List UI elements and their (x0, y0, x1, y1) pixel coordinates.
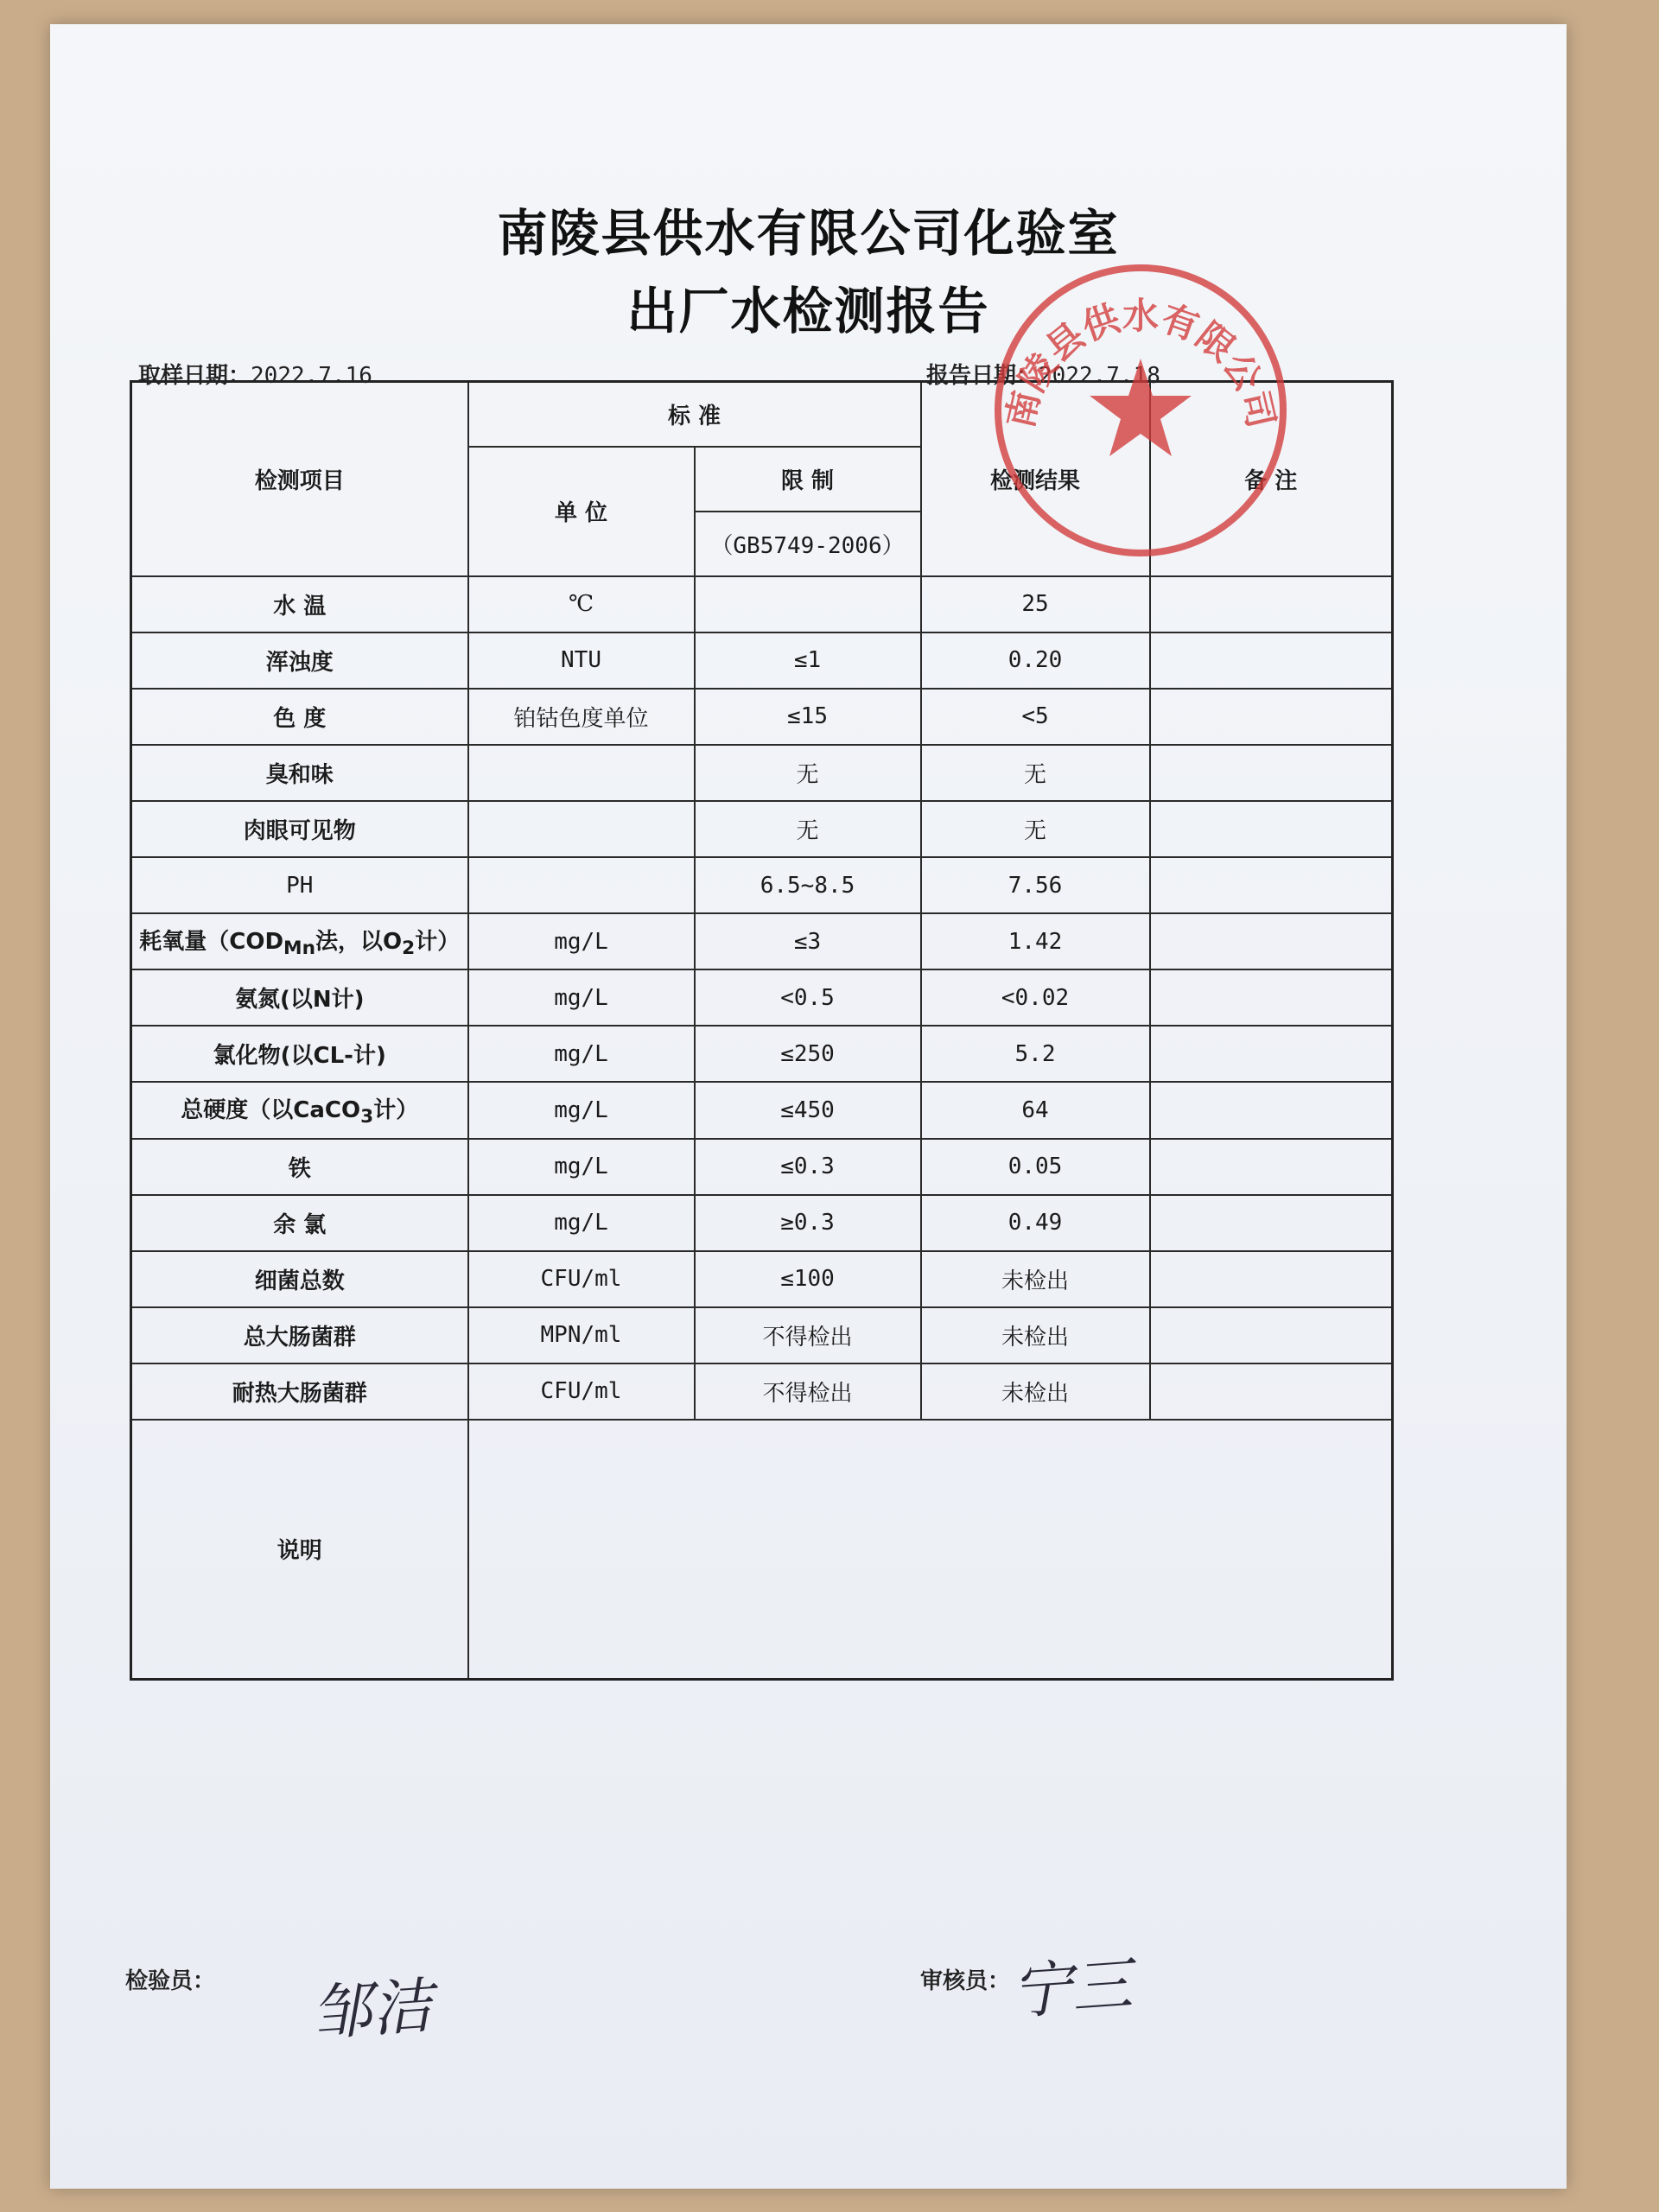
report-title-line2: 出厂水检测报告 (626, 282, 990, 340)
row-remark (1150, 1363, 1393, 1420)
row-result: 未检出 (921, 1363, 1150, 1420)
cod-sub-2: 2 (402, 938, 416, 960)
row-limit: 6.5~8.5 (695, 857, 921, 913)
row-unit: mg/L (468, 1026, 695, 1082)
row-unit: mg/L (468, 1139, 695, 1195)
header-item: 检测项目 (131, 382, 468, 576)
header-standard: 标 准 (468, 382, 921, 447)
row-result: 7.56 (921, 857, 1150, 913)
table-row (131, 1082, 1393, 1138)
row-limit: ≤1 (695, 632, 921, 689)
table-row (131, 689, 1393, 745)
row-remark (1150, 745, 1393, 801)
row-result: 0.49 (921, 1195, 1150, 1251)
table-row (131, 745, 1393, 801)
row-item-cod (131, 913, 468, 969)
row-item: 浑浊度 (131, 632, 468, 689)
row-result: 无 (921, 745, 1150, 801)
table-row (131, 1139, 1393, 1195)
row-remark (1150, 1251, 1393, 1307)
cod-label-a: 耗氧量（COD (139, 929, 284, 956)
row-unit: ℃ (468, 576, 695, 632)
table-row (131, 969, 1393, 1026)
row-item: 氯化物(以CL-计) (131, 1026, 468, 1082)
header-limit: 限 制 (695, 447, 921, 512)
inspector-label: 检验员： (125, 1968, 216, 1994)
hardness-label-b: 计） (373, 1097, 419, 1124)
row-item: 色 度 (131, 689, 468, 745)
row-result: 1.42 (921, 913, 1150, 969)
row-limit: ≤0.3 (695, 1139, 921, 1195)
header-result: 检测结果 (921, 382, 1150, 576)
table-row (131, 857, 1393, 913)
row-unit: 铂钴色度单位 (468, 689, 695, 745)
row-item: 水 温 (131, 576, 468, 632)
row-unit (468, 857, 695, 913)
hardness-sub-3: 3 (360, 1106, 374, 1128)
row-unit: CFU/ml (468, 1251, 695, 1307)
note-content (468, 1420, 1393, 1680)
row-remark (1150, 857, 1393, 913)
row-limit: <0.5 (695, 969, 921, 1026)
seal-text: 南陵县供水有限公司 (998, 295, 1283, 432)
note-row (131, 1420, 1393, 1680)
row-unit: mg/L (468, 1082, 695, 1138)
row-result: <5 (921, 689, 1150, 745)
row-limit: ≤250 (695, 1026, 921, 1082)
row-result: 25 (921, 576, 1150, 632)
row-remark (1150, 1307, 1393, 1363)
table-row (131, 1195, 1393, 1251)
row-limit: 不得检出 (695, 1307, 921, 1363)
cod-label-c: 计） (415, 929, 461, 956)
reviewer-signature: 宁三 (1008, 1948, 1135, 2028)
row-item: 细菌总数 (131, 1251, 468, 1307)
company-seal (981, 251, 1300, 570)
row-limit: ≤100 (695, 1251, 921, 1307)
row-unit (468, 745, 695, 801)
row-item: 总大肠菌群 (131, 1307, 468, 1363)
table-row (131, 801, 1393, 857)
hardness-label-a: 总硬度（以CaCO (181, 1097, 361, 1124)
report-date-label: 报告日期： (926, 363, 1039, 389)
header-unit: 单 位 (468, 447, 695, 576)
table-row (131, 1363, 1393, 1420)
row-remark (1150, 1026, 1393, 1082)
row-remark (1150, 1195, 1393, 1251)
row-limit: 不得检出 (695, 1363, 921, 1420)
row-remark (1150, 632, 1393, 689)
row-result: 5.2 (921, 1026, 1150, 1082)
table-row (131, 1251, 1393, 1307)
table-row (131, 1026, 1393, 1082)
row-item: 余 氯 (131, 1195, 468, 1251)
table-row (131, 576, 1393, 632)
row-remark (1150, 801, 1393, 857)
note-label: 说明 (131, 1420, 468, 1680)
sample-date-label: 取样日期： (138, 363, 251, 389)
inspector-signature: 邹洁 (308, 1970, 435, 2050)
row-remark (1150, 689, 1393, 745)
row-unit: mg/L (468, 913, 695, 969)
row-result: <0.02 (921, 969, 1150, 1026)
row-remark (1150, 576, 1393, 632)
row-result: 64 (921, 1082, 1150, 1138)
row-item: 铁 (131, 1139, 468, 1195)
row-limit: ≤450 (695, 1082, 921, 1138)
sample-date-value: 2022.7.16 (251, 363, 372, 389)
seal-star-icon (1090, 359, 1192, 456)
row-limit: ≤3 (695, 913, 921, 969)
row-limit: ≥0.3 (695, 1195, 921, 1251)
row-limit (695, 576, 921, 632)
report-date-value: 2022.7.18 (1039, 363, 1160, 389)
reviewer-label: 审核员： (920, 1968, 1011, 1994)
row-result: 0.05 (921, 1139, 1150, 1195)
report-title-line1: 南陵县供水有限公司化验室 (497, 204, 1120, 263)
row-unit: CFU/ml (468, 1363, 695, 1420)
row-result: 未检出 (921, 1251, 1150, 1307)
row-item: 氨氮(以N计) (131, 969, 468, 1026)
row-unit: mg/L (468, 969, 695, 1026)
row-remark (1150, 1082, 1393, 1138)
table-row (131, 632, 1393, 689)
row-limit: 无 (695, 745, 921, 801)
table-row (131, 913, 1393, 969)
header-standard-code: （GB5749-2006） (695, 512, 921, 576)
row-unit (468, 801, 695, 857)
cod-sub-mn: Mn (283, 938, 316, 960)
row-item: 臭和味 (131, 745, 468, 801)
row-item-hardness (131, 1082, 468, 1138)
row-item: PH (131, 857, 468, 913)
row-item: 肉眼可见物 (131, 801, 468, 857)
row-unit: NTU (468, 632, 695, 689)
cod-label-b: 法，以O (315, 929, 403, 956)
row-result: 无 (921, 801, 1150, 857)
row-item: 耐热大肠菌群 (131, 1363, 468, 1420)
header-remark: 备 注 (1150, 382, 1393, 576)
row-limit: ≤15 (695, 689, 921, 745)
row-remark (1150, 1139, 1393, 1195)
table-row (131, 1307, 1393, 1363)
report-table (130, 380, 1394, 1681)
row-result: 未检出 (921, 1307, 1150, 1363)
row-limit: 无 (695, 801, 921, 857)
row-remark (1150, 913, 1393, 969)
row-remark (1150, 969, 1393, 1026)
row-result: 0.20 (921, 632, 1150, 689)
row-unit: mg/L (468, 1195, 695, 1251)
row-unit: MPN/ml (468, 1307, 695, 1363)
